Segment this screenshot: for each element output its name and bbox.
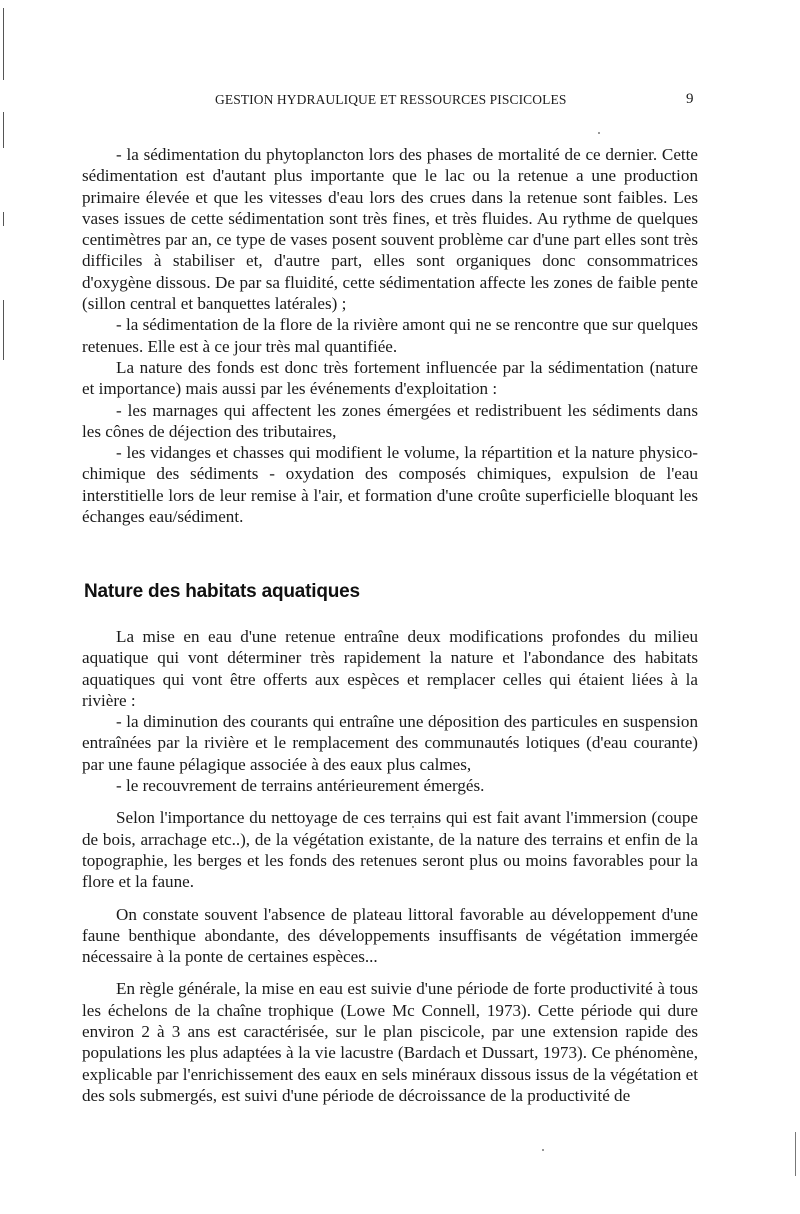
running-title: GESTION HYDRAULIQUE ET RESSOURCES PISCICOLES bbox=[215, 92, 567, 107]
bullet-diminution-courants: - la diminution des courants qui entraîne une déposition des particules en suspension entraînées par la rivière et le remplacement des communautés lotiques (d'eau courante) par une faune pélagique associée à des eaux plus calmes, bbox=[82, 712, 698, 774]
bullet-marnages: - les marnages qui affectent les zones émergées et redistribuent les sédiments dans les cônes de déjection des tributaires, bbox=[82, 400, 698, 441]
scan-edge-mark bbox=[795, 1132, 796, 1176]
section-heading: Nature des habitats aquatiques bbox=[84, 581, 360, 602]
bullet-phytoplankton-sedimentation: - la sédimentation du phytoplancton lors des phases de mortalité de ce dernier. Cette sédimentation est d'autant plus importante que le lac ou la retenue a une production primaire élevée et que les vitesses d'eau lors des crues dans la retenue sont faibles. Les vases issues de cette sédimentation sont très fines, et très fluides. Au rythme de quelques centimètres par an, ce type de vases posent souvent problème car d'une part elles sont très difficiles à stabiliser et, d'autre part, elles sont organiques donc consommatrices d'oxygène dissous. De par sa fluidité, cette sédimentation affecte les zones de faible pente (sillon central et banquettes latérales) ; bbox=[82, 145, 698, 314]
paragraph-mise-en-eau: La mise en eau d'une retenue entraîne deux modifications profondes du milieu aquatique qui vont déterminer très rapidement la nature et l'abondance des habitats aquatiques qui vont être offerts aux espèces et remplacer celles qui étaient liées à la rivière : bbox=[82, 627, 698, 710]
bullet-recouvrement: - le recouvrement de terrains antérieurement émergés. bbox=[116, 776, 485, 796]
scan-speck bbox=[598, 132, 600, 134]
scan-speck bbox=[542, 1149, 544, 1151]
paragraph-nettoyage: Selon l'importance du nettoyage de ces terrains qui est fait avant l'immersion (coupe de bois, arrachage etc..), de la végétation existante, de la nature des terrains et enfin de la topographie, les berges et les fonds des retenues seront plus ou moins favorables pour la flore et la faune. bbox=[82, 808, 698, 892]
page-header bbox=[0, 92, 800, 112]
habitats-section bbox=[82, 626, 698, 1106]
bullet-vidanges: - les vidanges et chasses qui modifient le volume, la répartition et la nature physico-chimique des sédiments - oxydation des composés chimiques, expulsion de l'eau interstitielle lors de leur remise à l'air, et formation d'une croûte superficielle bloquant les échanges eau/sédiment. bbox=[82, 443, 698, 527]
scan-edge-mark bbox=[3, 212, 4, 226]
scan-edge-mark bbox=[3, 8, 4, 80]
paragraph-gap bbox=[82, 796, 698, 807]
sediment-section bbox=[82, 144, 698, 527]
paragraph-bottom-nature: La nature des fonds est donc très fortement influencée par la sédimentation (nature et importance) mais aussi par les événements d'exploitation : bbox=[82, 357, 698, 399]
paragraph-gap bbox=[82, 967, 698, 978]
paragraph-productivite: En règle générale, la mise en eau est suivie d'une période de forte productivité à tous les échelons de la chaîne trophique (Lowe Mc Connell, 1973). Cette période qui dure environ 2 à 3 ans est caractérisée, sur le plan piscicole, par une extension rapide des populations les plus adaptées à la vie lacustre (Bardach et Dussart, 1973). Ce phénomène, explicable par l'enrichissement des eaux en sels minéraux dissous issus de la végétation et des sols submergés, est suivi d'une période de décroissance de la productivité de bbox=[82, 979, 698, 1105]
paragraph-plateau-littoral: On constate souvent l'absence de plateau littoral favorable au développement d'une faune benthique abondante, des développements insuffisants de végétation immergée nécessaire à la ponte de certaines espèces... bbox=[82, 904, 698, 967]
page-number: 9 bbox=[686, 91, 694, 107]
scan-edge-mark bbox=[3, 112, 4, 148]
paragraph-gap bbox=[82, 893, 698, 904]
scan-edge-mark bbox=[3, 300, 4, 360]
bullet-flora-sedimentation: - la sédimentation de la flore de la rivière amont qui ne se rencontre que sur quelques retenues. Elle est à ce jour très mal quantifiée. bbox=[82, 315, 698, 356]
